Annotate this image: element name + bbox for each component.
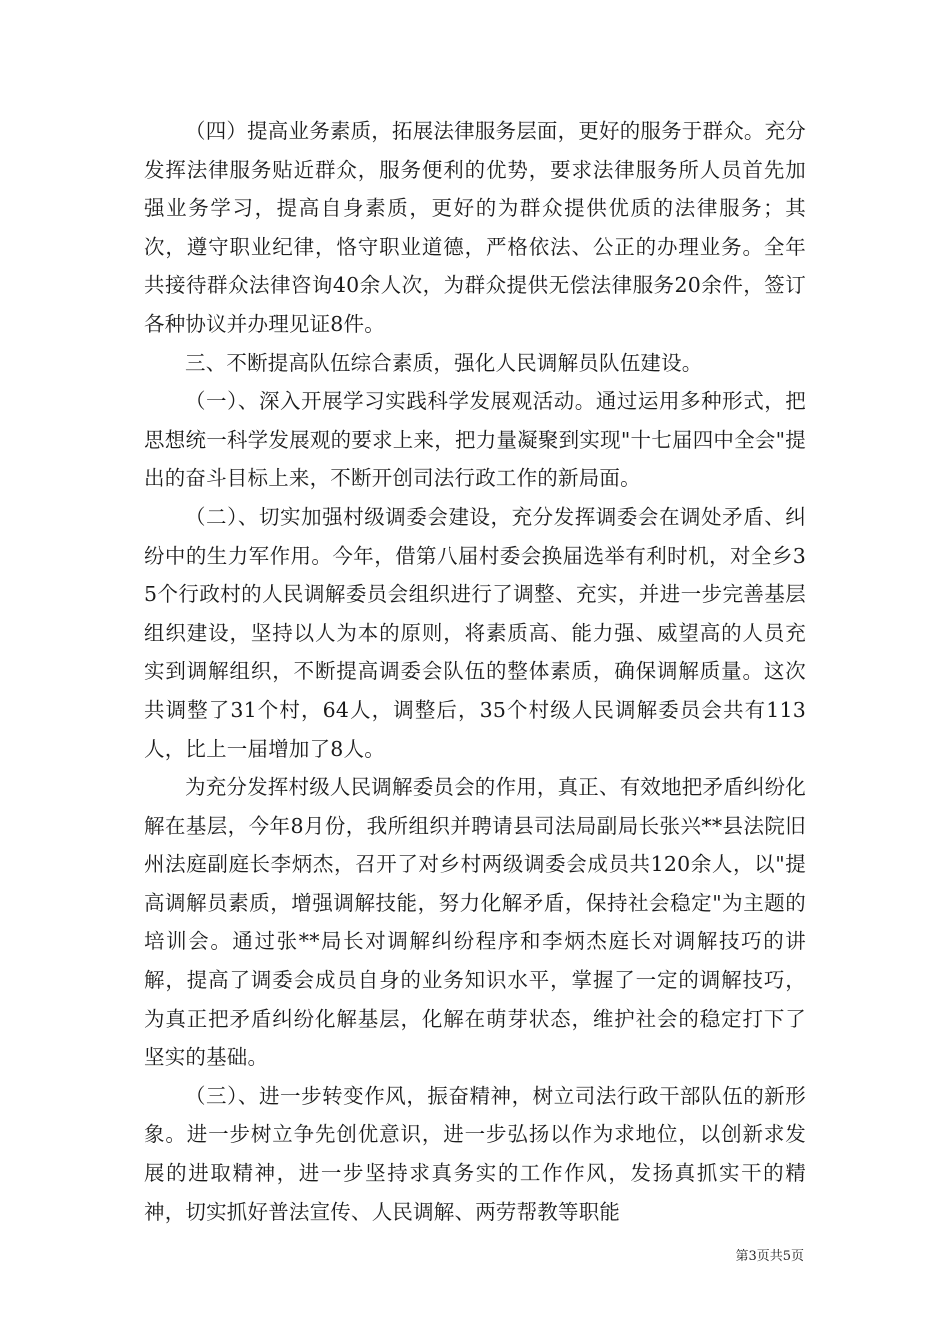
paragraph-village-committees: （二）、切实加强村级调委会建设，充分发挥调委会在调处矛盾、纠纷中的生力军作用。今年，借第八届村委会换届选举有利时机，对全乡35个行政村的人民调解委员会组织进行了调整、充实，并进一步完善基层组织建设，坚持以人为本的原则，将素质高、能力强、威望高的人员充实到调解组织，不断提高调委会队伍的整体素质，确保调解质量。这次共调整了31个村，64人，调整后，35个村级人民调解委员会共有113人，比上一届增加了8人。: [144, 504, 806, 761]
paragraph-scientific-outlook: （一）、深入开展学习实践科学发展观活动。通过运用多种形式，把思想统一科学发展观的要求上来，把力量凝聚到实现"十七届四中全会"提出的奋斗目标上来，不断开创司法行政工作的新局面。: [144, 389, 806, 491]
section-heading-team-building: 三、不断提高队伍综合素质，强化人民调解员队伍建设。: [185, 350, 703, 375]
paragraph-work-style: （三）、进一步转变作风，振奋精神，树立司法行政干部队伍的新形象。进一步树立争先创优意识，进一步弘扬以作为求地位，以创新求发展的进取精神，进一步坚持求真务实的工作作风，发扬真抓实干的精神，切实抓好普法宣传、人民调解、两劳帮教等职能: [144, 1083, 806, 1224]
document-body: [144, 112, 806, 1231]
page-number: 第3页共5页: [735, 1249, 804, 1264]
paragraph-training-meeting: 为充分发挥村级人民调解委员会的作用，真正、有效地把矛盾纠纷化解在基层，今年8月份，我所组织并聘请县司法局副局长张兴**县法院旧州法庭副庭长李炳杰，召开了对乡村两级调委会成员共120余人，以"提高调解员素质，增强调解技能，努力化解矛盾，保持社会稳定"为主题的培训会。通过张**局长对调解纠纷程序和李炳杰庭长对调解技巧的讲解，提高了调委会成员自身的业务知识水平，掌握了一定的调解技巧，为真正把矛盾纠纷化解基层，化解在萌芽状态，维护社会的稳定打下了坚实的基础。: [144, 775, 806, 1070]
paragraph-service-quality: （四）提高业务素质，拓展法律服务层面，更好的服务于群众。充分发挥法律服务贴近群众，服务便利的优势，要求法律服务所人员首先加强业务学习，提高自身素质，更好的为群众提供优质的法律服务；其次，遵守职业纪律，恪守职业道德，严格依法、公正的办理业务。全年共接待群众法律咨询40余人次，为群众提供无偿法律服务20余件，签订各种协议并办理见证8件。: [144, 119, 806, 336]
